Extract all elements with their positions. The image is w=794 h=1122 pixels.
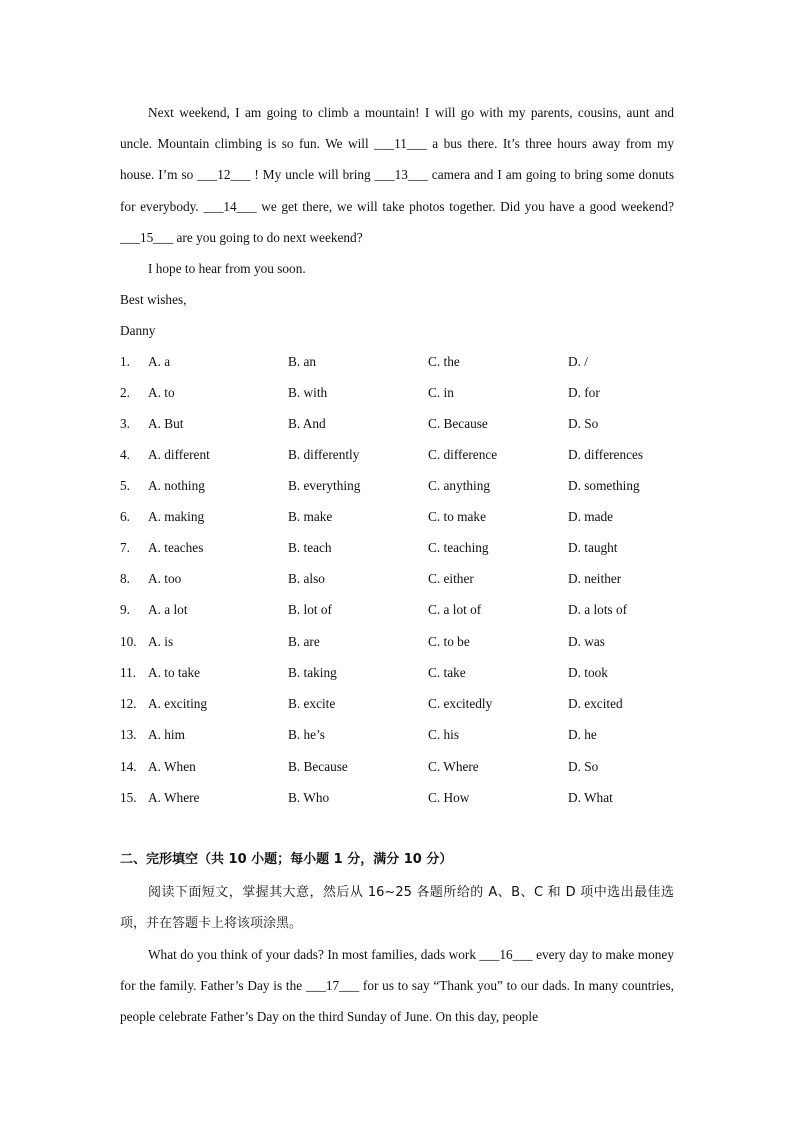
question-number: 1.	[120, 354, 130, 369]
option-d: D. made	[568, 509, 614, 524]
question-number: 8.	[120, 571, 130, 586]
question-number: 14.	[120, 759, 137, 774]
question-number: 5.	[120, 478, 130, 493]
question-row	[120, 694, 680, 714]
option-b: B. taking	[288, 665, 337, 680]
option-a: A. But	[148, 416, 184, 431]
question-number: 12.	[120, 696, 137, 711]
question-number: 10.	[120, 634, 137, 649]
passage-paragraph-2: What do you think of your dads? In most families, dads work ___16___ every day to make money for the family. Father’s Day is the ___17___ for us to say “Thank you” to our dads. In many countries, people celebrate Father’s Day on the third Sunday of June. On this day, people	[120, 947, 674, 1025]
question-row	[120, 507, 680, 527]
option-c: C. How	[428, 790, 470, 805]
question-number: 11.	[120, 665, 137, 680]
option-a: A. to take	[148, 665, 201, 680]
option-d: D. So	[568, 416, 599, 431]
question-row	[120, 445, 680, 465]
option-b: B. everything	[288, 478, 361, 493]
closing-line: I hope to hear from you soon.	[148, 261, 306, 276]
question-row	[120, 600, 680, 620]
option-c: C. to make	[428, 509, 486, 524]
option-a: A. teaches	[148, 540, 204, 555]
option-d: D. So	[568, 759, 599, 774]
option-b: B. differently	[288, 447, 360, 462]
option-d: D. a lots of	[568, 602, 628, 617]
question-number: 3.	[120, 416, 130, 431]
option-b: B. also	[288, 571, 325, 586]
option-a: A. Where	[148, 790, 200, 805]
option-a: A. nothing	[148, 478, 205, 493]
question-number: 15.	[120, 790, 137, 805]
option-b: B. lot of	[288, 602, 332, 617]
question-row	[120, 414, 680, 434]
option-b: B. with	[288, 385, 328, 400]
option-b: B. teach	[288, 540, 332, 555]
option-a: A. too	[148, 571, 182, 586]
option-d: D. he	[568, 727, 597, 742]
question-number: 6.	[120, 509, 130, 524]
option-b: B. make	[288, 509, 333, 524]
question-number: 13.	[120, 727, 137, 742]
question-row	[120, 632, 680, 652]
option-c: C. difference	[428, 447, 498, 462]
option-c: C. in	[428, 385, 454, 400]
question-number: 4.	[120, 447, 130, 462]
section-heading: 二、完形填空（共 10 小题；每小题 1 分，满分 10 分）	[120, 852, 453, 867]
question-row	[120, 538, 680, 558]
option-d: D. What	[568, 790, 613, 805]
option-c: C. his	[428, 727, 460, 742]
option-d: D. taught	[568, 540, 618, 555]
question-row	[120, 352, 680, 372]
option-b: B. excite	[288, 696, 336, 711]
question-row	[120, 725, 680, 745]
option-c: C. anything	[428, 478, 491, 493]
option-b: B. Because	[288, 759, 348, 774]
option-a: A. When	[148, 759, 196, 774]
option-b: B. Who	[288, 790, 330, 805]
passage-paragraph: Next weekend, I am going to climb a mountain! I will go with my parents, cousins, aunt and uncle. Mountain climbing is so fun. We will ___11___ a bus there. It’s three hours away from my house. I’m so ___12___ ! My uncle will bring ___13___ camera and I am going to bring some donuts for everybody. ___14___ we get there, we will take photos together. Did you have a good weekend? ___15___ are you going to do next weekend?	[120, 105, 674, 245]
option-b: B. he’s	[288, 727, 325, 742]
option-c: C. teaching	[428, 540, 489, 555]
signature: Danny	[120, 323, 156, 338]
question-row	[120, 663, 680, 683]
option-c: C. Because	[428, 416, 488, 431]
option-a: A. to	[148, 385, 175, 400]
option-d: D. differences	[568, 447, 644, 462]
option-c: C. take	[428, 665, 466, 680]
option-a: A. different	[148, 447, 210, 462]
option-b: B. And	[288, 416, 326, 431]
option-b: B. an	[288, 354, 317, 369]
question-row	[120, 757, 680, 777]
question-number: 9.	[120, 602, 130, 617]
option-a: A. making	[148, 509, 205, 524]
option-d: D. was	[568, 634, 605, 649]
option-c: C. a lot of	[428, 602, 482, 617]
option-a: A. a	[148, 354, 171, 369]
option-a: A. is	[148, 634, 174, 649]
question-number: 2.	[120, 385, 130, 400]
question-row	[120, 383, 680, 403]
option-b: B. are	[288, 634, 320, 649]
option-c: C. either	[428, 571, 474, 586]
option-d: D. excited	[568, 696, 623, 711]
sign-off: Best wishes,	[120, 292, 187, 307]
option-c: C. excitedly	[428, 696, 493, 711]
option-a: A. a lot	[148, 602, 188, 617]
option-a: A. exciting	[148, 696, 208, 711]
question-row	[120, 476, 680, 496]
option-d: D. /	[568, 354, 588, 369]
option-c: C. the	[428, 354, 460, 369]
option-d: D. for	[568, 385, 600, 400]
option-d: D. neither	[568, 571, 622, 586]
option-d: D. took	[568, 665, 608, 680]
question-row	[120, 569, 680, 589]
section-instructions: 阅读下面短文，掌握其大意，然后从 16~25 各题所给的 A、B、C 和 D 项中选出最佳选项，并在答题卡上将该项涂黑。	[120, 885, 674, 931]
option-a: A. him	[148, 727, 185, 742]
question-number: 7.	[120, 540, 130, 555]
option-c: C. to be	[428, 634, 470, 649]
option-c: C. Where	[428, 759, 479, 774]
option-d: D. something	[568, 478, 640, 493]
question-row	[120, 788, 680, 808]
